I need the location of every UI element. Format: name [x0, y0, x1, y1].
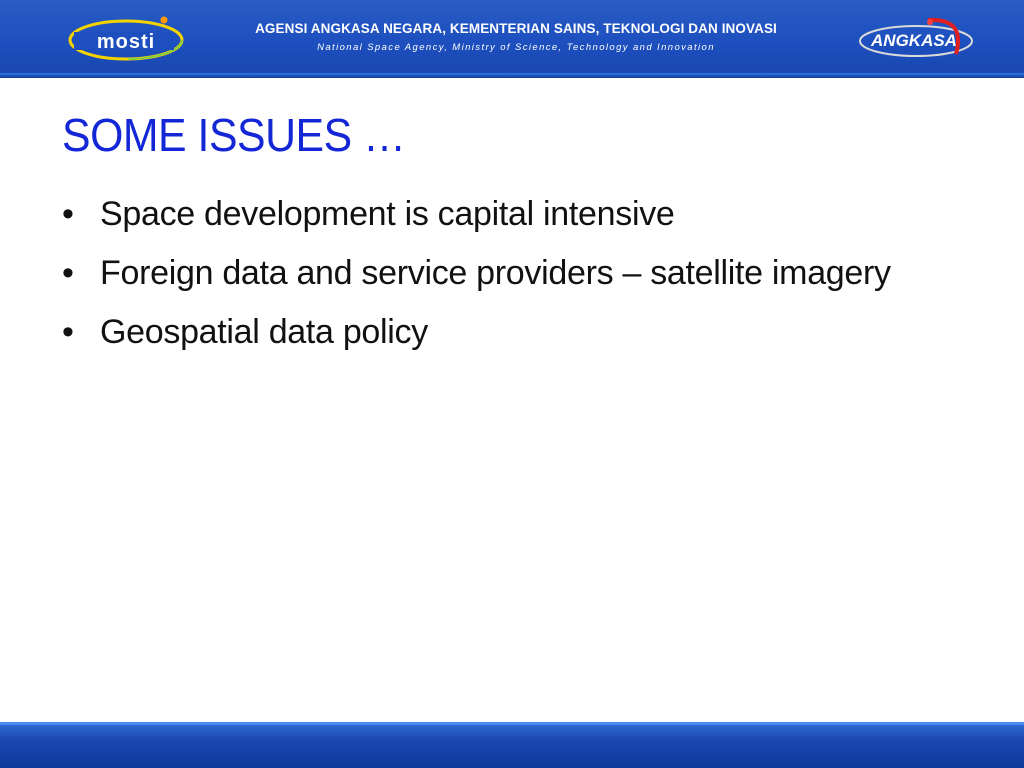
- bullet-item: [62, 251, 962, 295]
- bullet-marker: •: [62, 313, 74, 351]
- footer-line: [0, 722, 1024, 725]
- svg-text:ANGKASA: ANGKASA: [871, 31, 957, 50]
- angkasa-logo: [856, 14, 980, 64]
- bullet-marker: •: [62, 195, 74, 233]
- slide-title: SOME ISSUES …: [62, 109, 406, 161]
- header-strip: [0, 73, 1024, 78]
- header-subtitle: National Space Agency, Ministry of Science, Technology and Innovation: [317, 42, 715, 53]
- bullet-item: [62, 192, 962, 236]
- svg-text:mosti: mosti: [96, 31, 156, 53]
- header-banner: [0, 0, 1024, 78]
- footer-bar: [0, 722, 1024, 768]
- bullet-text: Foreign data and service providers – satellite imagery: [100, 254, 891, 292]
- bullet-text: Space development is capital intensive: [100, 195, 675, 233]
- bullet-list: [62, 192, 962, 369]
- bullet-marker: •: [62, 254, 74, 292]
- bullet-item: [62, 310, 962, 354]
- bullet-text: Geospatial data policy: [100, 313, 428, 351]
- header-title: AGENSI ANGKASA NEGARA, KEMENTERIAN SAINS, TEKNOLOGI DAN INOVASI: [255, 21, 777, 36]
